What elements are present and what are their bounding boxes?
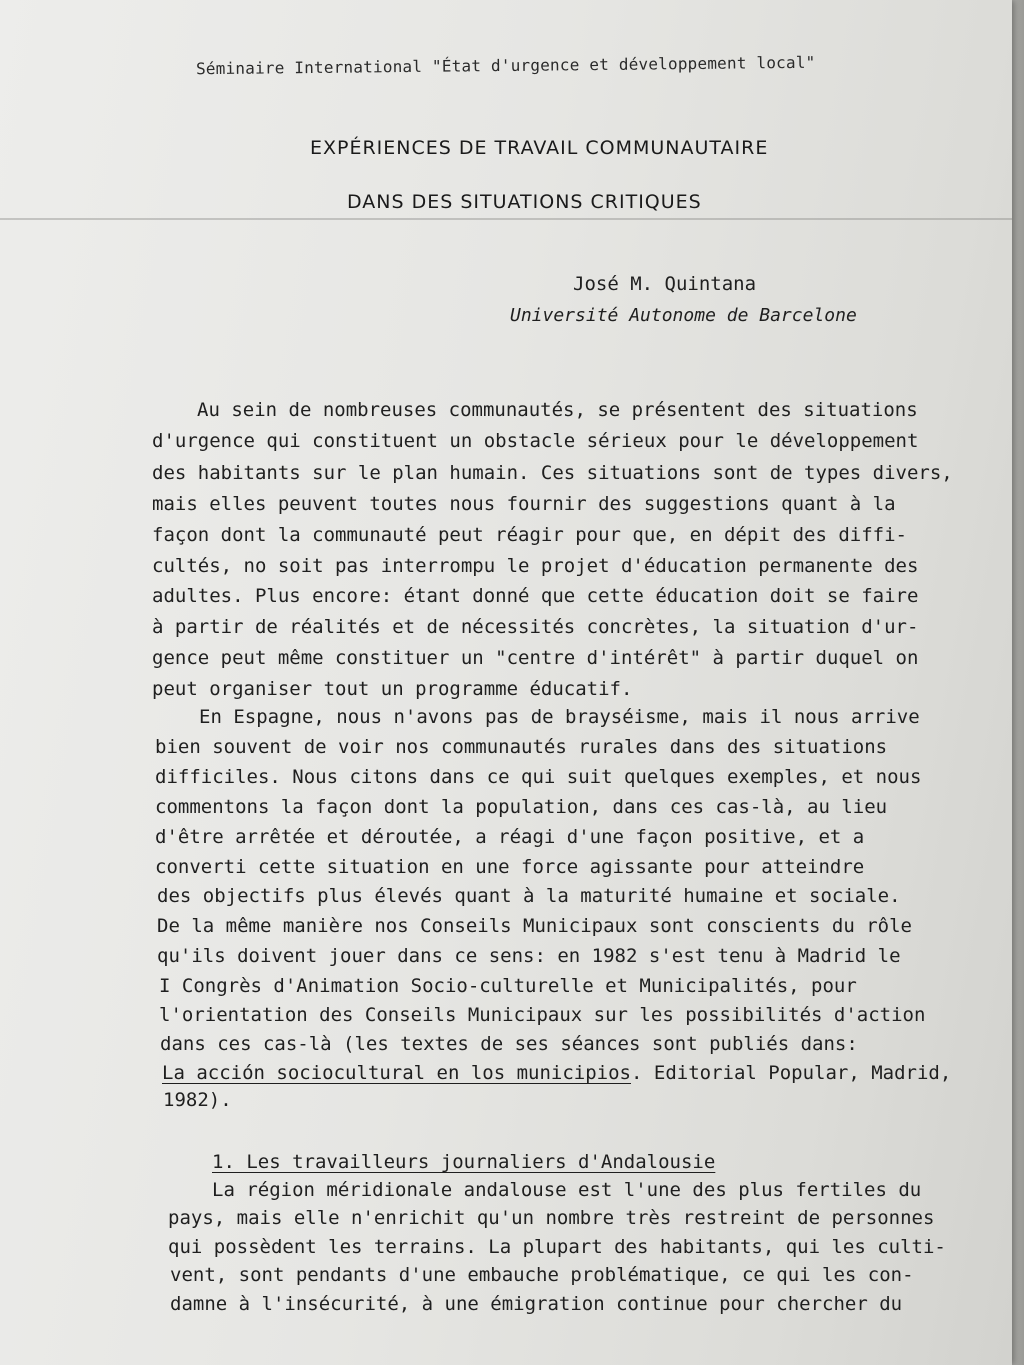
- paragraph-2-line: qu'ils doivent jouer dans ce sens: en 1982 s'est tenu à Madrid le: [157, 945, 901, 967]
- reference-book-title: La acción sociocultural en los municipios: [162, 1062, 631, 1084]
- section-1-line: vent, sont pendants d'une embauche problématique, ce qui les con-: [170, 1264, 914, 1286]
- section-1-line: qui possèdent les terrains. La plupart des habitants, qui les culti-: [168, 1236, 946, 1258]
- author-affiliation: Université Autonome de Barcelone: [510, 305, 857, 326]
- section-1-line: damne à l'insécurité, à une émigration continue pour chercher du: [170, 1293, 903, 1315]
- paragraph-1-line: cultés, no soit pas interrompu le projet d'éducation permanente des: [152, 555, 919, 577]
- paragraph-1-line: gence peut même constituer un "centre d'intérêt" à partir duquel on: [152, 647, 919, 669]
- paragraph-1-line: façon dont la communauté peut réagir pour que, en dépit des diffi-: [152, 524, 907, 546]
- paragraph-1-line: Au sein de nombreuses communautés, se présentent des situations: [197, 399, 918, 421]
- reference-publisher: . Editorial Popular, Madrid,: [631, 1062, 952, 1084]
- section-1-line: pays, mais elle n'enrichit qu'un nombre très restreint de personnes: [168, 1207, 935, 1229]
- seminar-header: Séminaire International "État d'urgence et développement local": [195, 52, 816, 79]
- reference-line: [162, 1061, 951, 1085]
- author-name: José M. Quintana: [573, 273, 757, 295]
- section-1-heading: 1. Les travailleurs journaliers d'Andalousie: [212, 1151, 716, 1173]
- paragraph-2-line: En Espagne, nous n'avons pas de brayséisme, mais il nous arrive: [199, 706, 920, 728]
- paragraph-2-line: dans ces cas-là (les textes de ses séances sont publiés dans:: [160, 1033, 858, 1055]
- reference-year: 1982).: [163, 1089, 232, 1111]
- paragraph-1-line: à partir de réalités et de nécessités concrètes, la situation d'ur-: [152, 616, 919, 638]
- paragraph-2-line: De la même manière nos Conseils Municipaux sont conscients du rôle: [157, 915, 912, 937]
- title-line-2: DANS DES SITUATIONS CRITIQUES: [347, 191, 702, 213]
- paragraph-2-line: I Congrès d'Animation Socio-culturelle et Municipalités, pour: [159, 975, 857, 997]
- paragraph-1-line: mais elles peuvent toutes nous fournir des suggestions quant à la: [152, 493, 896, 515]
- paragraph-1-line: adultes. Plus encore: étant donné que cette éducation doit se faire: [152, 585, 919, 607]
- paper-fold-line: [0, 218, 1012, 220]
- paragraph-2-line: d'être arrêtée et déroutée, a réagi d'une façon positive, et a: [155, 826, 865, 848]
- title-line-1: EXPÉRIENCES DE TRAVAIL COMMUNAUTAIRE: [310, 137, 769, 159]
- paragraph-1-line: peut organiser tout un programme éducatif.: [152, 678, 633, 700]
- paragraph-2-line: commentons la façon dont la population, dans ces cas-là, au lieu: [155, 796, 888, 818]
- paragraph-2-line: converti cette situation en une force agissante pour atteindre: [155, 856, 865, 878]
- paragraph-2-line: des objectifs plus élevés quant à la maturité humaine et sociale.: [157, 885, 901, 907]
- paragraph-2-line: bien souvent de voir nos communautés rurales dans des situations: [155, 736, 888, 758]
- paragraph-1-line: d'urgence qui constituent un obstacle sérieux pour le développement: [152, 430, 919, 452]
- paragraph-1-line: des habitants sur le plan humain. Ces situations sont de types divers,: [152, 462, 953, 484]
- section-1-line: La région méridionale andalouse est l'une des plus fertiles du: [212, 1179, 922, 1201]
- paragraph-2-line: difficiles. Nous citons dans ce qui suit quelques exemples, et nous: [155, 766, 922, 788]
- paragraph-2-line: l'orientation des Conseils Municipaux sur les possibilités d'action: [159, 1004, 926, 1026]
